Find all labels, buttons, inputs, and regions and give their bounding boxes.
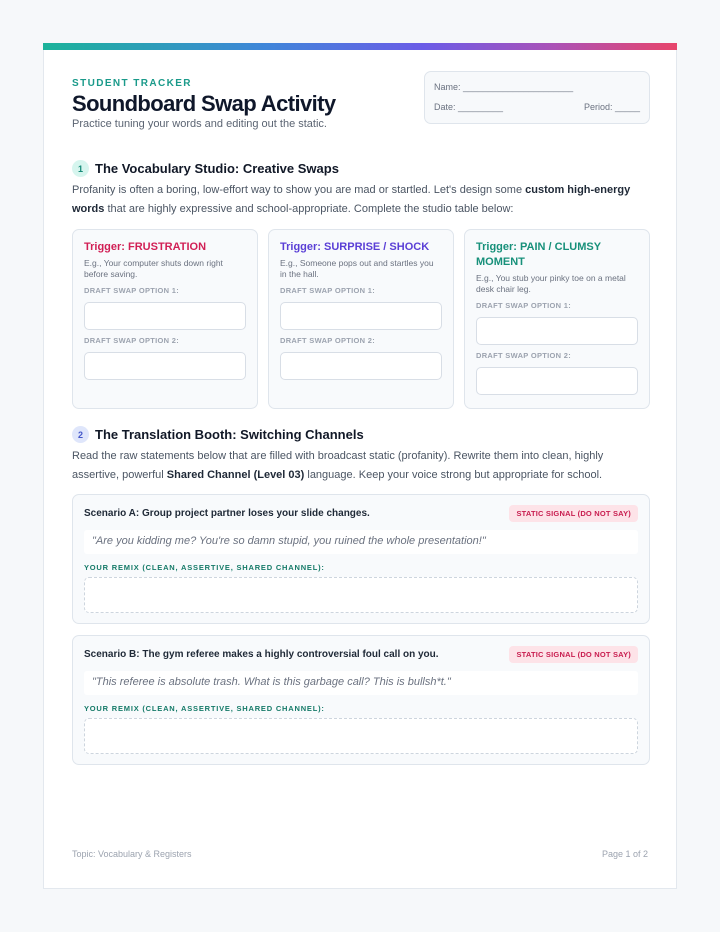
footer-topic: Topic: Vocabulary & Registers (72, 849, 192, 859)
section-2-title: The Translation Booth: Switching Channels (95, 427, 364, 442)
name-field[interactable]: Name: ______________________ (434, 82, 574, 92)
remix-label: YOUR REMIX (CLEAN, ASSERTIVE, SHARED CHANNEL): (84, 704, 325, 713)
draft-option-2-input[interactable] (280, 352, 442, 380)
section-2-header (72, 426, 364, 443)
remix-input[interactable] (84, 718, 638, 754)
swap-cards (72, 229, 650, 409)
card-trigger: Trigger: FRUSTRATION (84, 241, 207, 253)
section-1-title: The Vocabulary Studio: Creative Swaps (95, 161, 339, 176)
card-example: E.g., Your computer shuts down right before saving. (84, 258, 223, 279)
period-field[interactable]: Period: _____ (583, 102, 640, 112)
footer-page-number: Page 1 of 2 (601, 849, 648, 859)
card-trigger: Trigger: SURPRISE / SHOCK (280, 241, 430, 253)
eyebrow-label: STUDENT TRACKER (72, 78, 192, 89)
draft-option-1-input[interactable] (280, 302, 442, 330)
card-trigger: Trigger: PAIN / CLUMSY MOMENT (476, 241, 601, 268)
draft-option-1-label: DRAFT SWAP OPTION 1: (280, 286, 376, 295)
static-signal-badge: STATIC SIGNAL (DO NOT SAY) (509, 646, 638, 663)
scenario-a-card (72, 494, 650, 624)
draft-option-1-input[interactable] (476, 317, 638, 345)
draft-option-2-label: DRAFT SWAP OPTION 2: (476, 351, 572, 360)
scenario-b-card (72, 635, 650, 765)
draft-option-2-input[interactable] (476, 367, 638, 395)
swap-card-surprise (268, 229, 454, 409)
swap-card-frustration (72, 229, 258, 409)
draft-option-1-label: DRAFT SWAP OPTION 1: (84, 286, 180, 295)
page-title: Soundboard Swap Activity (72, 91, 336, 116)
scenario-title: Scenario A: Group project partner loses your slide changes. (84, 508, 370, 519)
section-2-number: 2 (72, 426, 89, 443)
draft-option-1-input[interactable] (84, 302, 246, 330)
draft-option-2-input[interactable] (84, 352, 246, 380)
draft-option-2-label: DRAFT SWAP OPTION 2: (280, 336, 376, 345)
remix-label: YOUR REMIX (CLEAN, ASSERTIVE, SHARED CHANNEL): (84, 563, 325, 572)
student-info-box (424, 71, 650, 124)
raw-quote: "This referee is absolute trash. What is this garbage call? This is bullsh*t." (84, 671, 638, 695)
section-1-number: 1 (72, 160, 89, 177)
card-example: E.g., You stub your pinky toe on a metal desk chair leg. (476, 273, 626, 294)
draft-option-1-label: DRAFT SWAP OPTION 1: (476, 301, 572, 310)
section-2-instructions: Read the raw statements below that are filled with broadcast static (profanity). Rewrite them into clean, highly assertive, powerful Shared Channel (Level 03) language. Keep your voice strong but appropriate for school. (72, 450, 604, 481)
raw-quote: "Are you kidding me? You're so damn stupid, you ruined the whole presentation!" (84, 530, 638, 554)
section-1-instructions: Profanity is often a boring, low-effort way to show you are mad or startled. Let's design some custom high-energy words that are highly expressive and school-appropriate. Complete the studio table below: (72, 184, 631, 215)
remix-input[interactable] (84, 577, 638, 613)
worksheet-page (43, 43, 677, 889)
section-1-header (72, 160, 339, 177)
page-subtitle: Practice tuning your words and editing out the static. (72, 118, 327, 130)
scenario-title: Scenario B: The gym referee makes a highly controversial foul call on you. (84, 649, 439, 660)
swap-card-pain (464, 229, 650, 409)
card-example: E.g., Someone pops out and startles you in the hall. (280, 258, 434, 279)
static-signal-badge: STATIC SIGNAL (DO NOT SAY) (509, 505, 638, 522)
draft-option-2-label: DRAFT SWAP OPTION 2: (84, 336, 180, 345)
date-field[interactable]: Date: _________ (434, 102, 504, 112)
